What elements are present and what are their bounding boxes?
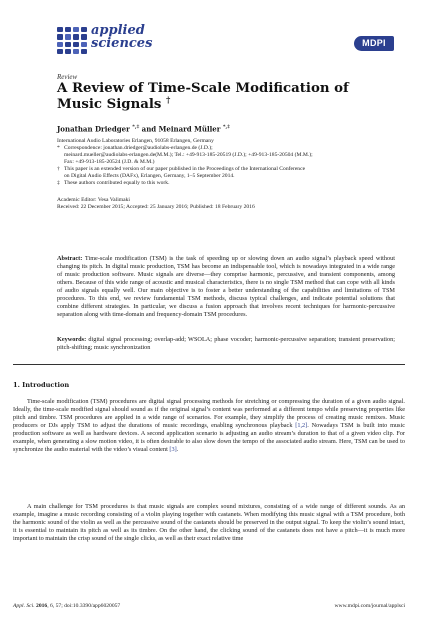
author-name: Meinard Müller xyxy=(158,124,221,134)
correspondence-line: meinard.mueller@audiolabs-erlangen.de(M.M.); Tel.: +49-913-185-20519 (J.D.); +49-913-185-20504 (M.M.); xyxy=(64,152,313,158)
abstract-label: Abstract: xyxy=(57,255,83,262)
authors-conjunction: and xyxy=(141,124,157,134)
correspondence-mark: * xyxy=(57,145,60,151)
equal-contribution-note xyxy=(57,180,397,187)
author-name: Jonathan Driedger xyxy=(57,124,130,134)
citation-link[interactable]: [1,2] xyxy=(295,422,308,430)
publication-dates: Received: 22 December 2015; Accepted: 25 January 2016; Published: 18 February 2016 xyxy=(57,204,255,210)
citation-year: 2016 xyxy=(36,603,48,609)
note-line: on Digital Audio Effects (DAFx), Erlangen, Germany, 1–5 September 2014. xyxy=(64,173,235,179)
article-title-text: A Review of Time-Scale Modification of Music Signals xyxy=(57,81,349,112)
article-type: Review xyxy=(57,73,78,81)
keywords-text: digital signal processing; overlap-add; WSOLA; phase vocoder; harmonic-percussive separation; transient preservation; pitch-shifting; music synchronization xyxy=(57,336,395,351)
author-marks: *,‡ xyxy=(222,124,230,130)
journal-logo-icon xyxy=(57,27,87,54)
affiliation: International Audio Laboratories Erlangen, 91058 Erlangen, Germany xyxy=(57,138,214,144)
section-divider xyxy=(13,364,405,365)
body-paragraph: A main challenge for TSM procedures is that music signals are complex sound mixtures, consisting of a wide range of different sounds. As an example, imagine a music recording consisting of a violin playing together with castanets. When modifying this music signal with a TSM procedure, both the harmonic sound of the violin as well as the percussive sound of the castanets should be preserved in the output signal. To keep the violin’s sound intact, it is essential to maintain its pitch as well as its timbre. On the other hand, the clicking sound of the castanets does not have a pitch—it is much more important to maintain the crisp sound of the single clicks, as well as their exact relative time xyxy=(13,503,405,543)
journal-name-line2: sciences xyxy=(91,36,153,51)
keywords-label: Keywords: xyxy=(57,336,87,343)
academic-editor: Academic Editor: Vesa Valimaki xyxy=(57,197,130,203)
correspondence-line: Fax: +49-913-185-20524 (J.D. & M.M.) xyxy=(64,159,155,165)
note-line: These authors contributed equally to this work. xyxy=(64,180,170,186)
title-footnote-mark: † xyxy=(166,94,171,105)
keywords xyxy=(57,336,395,352)
publisher-logo: MDPI xyxy=(354,36,394,51)
paragraph-text: Time-scale modification (TSM) procedures are digital signal processing methods for stretching or compressing the duration of a given audio signal. Ideally, the time-scale modified signal should sound as if the original signal’s content was performed at a different tempo while preserving properties like pitch and timbre. TSM procedures are applied in a wide range of scenarios. For example, they simplify the process of creating music remixes. Music producers or DJs apply TSM to adjust the durations of music recordings, enabling synchronous playback xyxy=(13,398,405,430)
citation-rest: , 6, 57; doi:10.3390/app6020057 xyxy=(47,603,121,609)
correspondence xyxy=(57,145,397,166)
citation-link[interactable]: [3] xyxy=(169,446,177,454)
article-title xyxy=(57,81,387,113)
journal-name-line1: applied xyxy=(91,23,145,38)
journal-name xyxy=(91,24,152,50)
double-dagger-mark: ‡ xyxy=(57,180,60,186)
correspondence-line: Correspondence: jonathan.driedger@audiolabs-erlangen.de (J.D.); xyxy=(64,145,213,151)
page-footer xyxy=(13,603,405,611)
extended-version-note xyxy=(57,166,397,180)
section-title: 1. Introduction xyxy=(13,381,70,389)
citation-info xyxy=(13,603,120,609)
paragraph-text: . xyxy=(176,446,179,454)
dagger-mark: † xyxy=(57,166,60,172)
note-line: This paper is an extended version of our paper published in the Proceedings of the International Conference xyxy=(64,166,306,172)
paragraph-text: . Nowadays TSM is built into music production software as well as hardware devices. A second application scenario is adjusting an audio stream’s duration to that of a given video clip. For example, when generating a slow motion video, it is often desirable to also slow down the tempo of the associated audio stream. Here, TSM can be used to synchronize the audio material with the video’s visual content xyxy=(13,422,405,454)
abstract-text: Time-scale modification (TSM) is the task of speeding up or slowing down an audio signal’s playback speed without changing its pitch. In digital music production, TSM has become an indispensable tool, which is nowadays integrated in a wide range of music production software. Music signals are diverse—they comprise harmonic, percussive, and transient components, among others. Because of this wide range of acoustic and musical characteristics, there is no single TSM method that can cope with all kinds of audio signals equally well. Our main objective is to foster a better understanding of the capabilities and limitations of TSM procedures. To this end, we review fundamental TSM methods, discuss typical challenges, and indicate potential solutions that combine different strategies. In particular, we discuss a fusion approach that involves recent techniques for harmonic-percussive separation along with time-domain and frequency-domain TSM procedures. xyxy=(57,255,396,319)
body-paragraph xyxy=(13,398,405,454)
abstract xyxy=(57,255,395,319)
author-list xyxy=(57,124,230,133)
journal-abbrev: Appl. Sci. xyxy=(13,603,35,609)
author-marks: *,‡ xyxy=(132,124,140,130)
journal-url[interactable]: www.mdpi.com/journal/applsci xyxy=(334,603,405,609)
